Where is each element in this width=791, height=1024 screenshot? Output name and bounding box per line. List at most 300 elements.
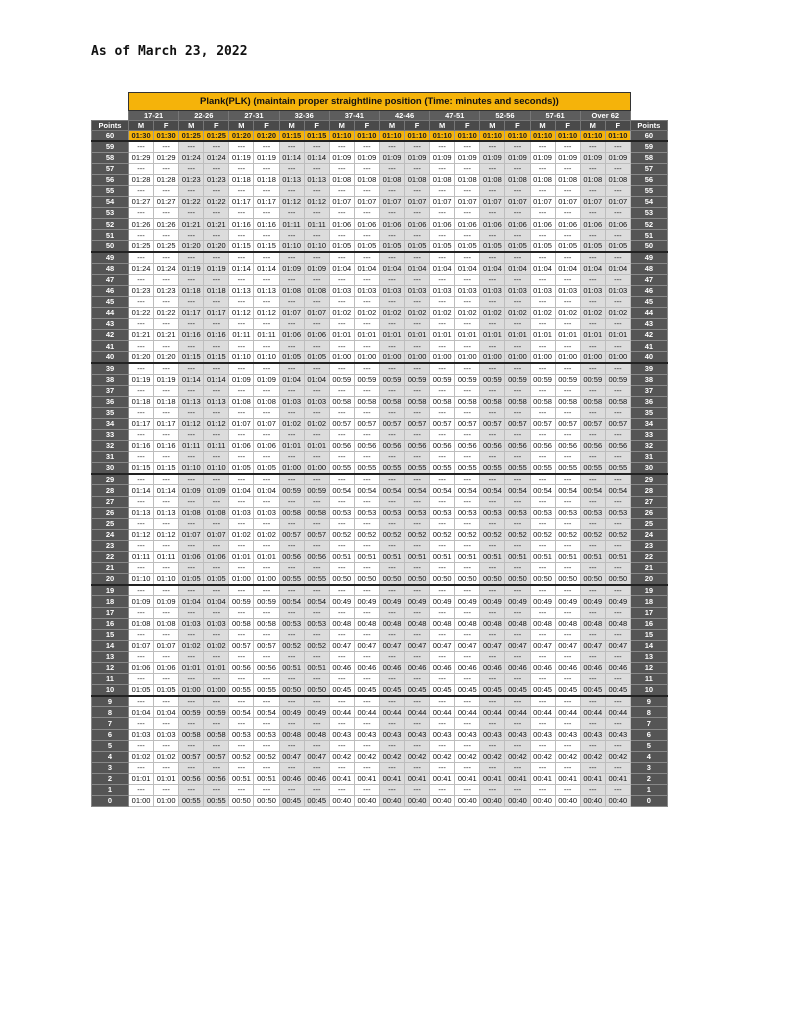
time-cell: ---	[329, 674, 354, 685]
age-group-row	[92, 111, 668, 121]
time-cell: 00:50	[405, 574, 430, 585]
points-cell-right: 24	[630, 529, 667, 540]
points-cell-left: 0	[92, 796, 129, 807]
time-cell: 01:07	[379, 197, 404, 208]
time-cell: ---	[455, 696, 480, 707]
time-cell: ---	[204, 474, 229, 485]
time-cell: 00:43	[480, 729, 505, 740]
points-cell-left: 21	[92, 563, 129, 574]
time-cell: ---	[455, 607, 480, 618]
time-cell: 00:56	[204, 773, 229, 784]
time-cell: ---	[605, 341, 630, 352]
time-cell: 00:45	[555, 685, 580, 696]
time-cell: ---	[354, 496, 379, 507]
time-cell: 01:02	[154, 751, 179, 762]
time-cell: ---	[154, 274, 179, 285]
time-cell: ---	[605, 185, 630, 196]
score-row	[92, 141, 668, 152]
time-cell: 01:06	[430, 219, 455, 230]
time-cell: ---	[530, 474, 555, 485]
points-cell-right: 53	[630, 208, 667, 219]
score-row	[92, 607, 668, 618]
time-cell: 01:08	[455, 174, 480, 185]
time-cell: ---	[204, 430, 229, 441]
time-cell: 01:24	[154, 263, 179, 274]
points-cell-left: 47	[92, 274, 129, 285]
sex-header-f: F	[154, 121, 179, 131]
time-cell: 01:00	[254, 574, 279, 585]
time-cell: ---	[204, 163, 229, 174]
time-cell: ---	[129, 518, 154, 529]
time-cell: 00:43	[329, 729, 354, 740]
time-cell: ---	[179, 785, 204, 796]
time-cell: 00:46	[605, 662, 630, 673]
points-cell-left: 9	[92, 696, 129, 707]
time-cell: 00:45	[605, 685, 630, 696]
time-cell: ---	[605, 319, 630, 330]
time-cell: 01:10	[455, 131, 480, 141]
time-cell: ---	[405, 230, 430, 241]
time-cell: 00:56	[304, 552, 329, 563]
time-cell: 00:49	[530, 596, 555, 607]
time-cell: 00:45	[329, 685, 354, 696]
time-cell: ---	[430, 319, 455, 330]
score-row	[92, 596, 668, 607]
time-cell: 00:44	[480, 707, 505, 718]
time-cell: 00:57	[505, 418, 530, 429]
time-cell: 01:25	[179, 131, 204, 141]
time-cell: ---	[505, 518, 530, 529]
time-cell: 00:57	[430, 418, 455, 429]
age-group-header: 47-51	[430, 111, 480, 121]
time-cell: ---	[530, 163, 555, 174]
time-cell: ---	[455, 319, 480, 330]
time-cell: 00:42	[605, 751, 630, 762]
time-cell: 01:04	[605, 263, 630, 274]
age-group-header: 37-41	[329, 111, 379, 121]
time-cell: ---	[530, 629, 555, 640]
points-cell-right: 21	[630, 563, 667, 574]
score-row	[92, 729, 668, 740]
time-cell: 00:51	[279, 662, 304, 673]
time-cell: ---	[229, 319, 254, 330]
time-cell: ---	[379, 230, 404, 241]
time-cell: 00:57	[405, 418, 430, 429]
time-cell: ---	[530, 718, 555, 729]
time-cell: ---	[605, 296, 630, 307]
time-cell: 00:55	[405, 463, 430, 474]
time-cell: ---	[530, 252, 555, 263]
time-cell: ---	[129, 274, 154, 285]
points-cell-right: 48	[630, 263, 667, 274]
time-cell: ---	[480, 696, 505, 707]
time-cell: 00:55	[354, 463, 379, 474]
as-of-date: As of March 23, 2022	[91, 44, 248, 59]
time-cell: ---	[480, 674, 505, 685]
points-cell-left: 22	[92, 552, 129, 563]
time-cell: ---	[254, 452, 279, 463]
points-cell-right: 14	[630, 640, 667, 651]
time-cell: 00:51	[229, 773, 254, 784]
points-cell-right: 38	[630, 374, 667, 385]
time-cell: ---	[354, 274, 379, 285]
time-cell: 01:13	[279, 174, 304, 185]
time-cell: 01:16	[179, 330, 204, 341]
time-cell: 01:00	[455, 352, 480, 363]
time-cell: 01:06	[329, 219, 354, 230]
time-cell: ---	[329, 452, 354, 463]
time-cell: 00:50	[605, 574, 630, 585]
time-cell: 00:53	[405, 507, 430, 518]
score-row	[92, 773, 668, 784]
time-cell: ---	[580, 385, 605, 396]
time-cell: ---	[229, 474, 254, 485]
time-cell: ---	[204, 296, 229, 307]
time-cell: 00:41	[505, 773, 530, 784]
time-cell: ---	[279, 762, 304, 773]
time-cell: 00:49	[329, 596, 354, 607]
time-cell: ---	[129, 363, 154, 374]
time-cell: ---	[555, 385, 580, 396]
time-cell: ---	[430, 230, 455, 241]
time-cell: ---	[379, 674, 404, 685]
time-cell: 00:56	[254, 662, 279, 673]
time-cell: ---	[154, 518, 179, 529]
time-cell: 01:17	[204, 307, 229, 318]
time-cell: 01:16	[204, 330, 229, 341]
points-cell-left: 31	[92, 452, 129, 463]
score-row	[92, 485, 668, 496]
points-cell-left: 5	[92, 740, 129, 751]
time-cell: 01:05	[254, 463, 279, 474]
time-cell: 00:51	[530, 552, 555, 563]
time-cell: 00:42	[480, 751, 505, 762]
time-cell: ---	[580, 341, 605, 352]
time-cell: ---	[354, 185, 379, 196]
time-cell: 01:07	[580, 197, 605, 208]
time-cell: 00:48	[505, 618, 530, 629]
time-cell: 00:52	[304, 640, 329, 651]
time-cell: 01:13	[304, 174, 329, 185]
time-cell: 01:22	[204, 197, 229, 208]
time-cell: 00:45	[405, 685, 430, 696]
time-cell: 01:12	[154, 529, 179, 540]
time-cell: ---	[405, 252, 430, 263]
time-cell: 01:28	[154, 174, 179, 185]
time-cell: 00:55	[455, 463, 480, 474]
time-cell: 00:43	[455, 729, 480, 740]
time-cell: 00:42	[379, 751, 404, 762]
time-cell: ---	[605, 452, 630, 463]
time-cell: ---	[405, 762, 430, 773]
time-cell: ---	[354, 385, 379, 396]
time-cell: ---	[154, 696, 179, 707]
time-cell: ---	[154, 319, 179, 330]
time-cell: 01:05	[605, 241, 630, 252]
time-cell: ---	[430, 696, 455, 707]
time-cell: 00:56	[329, 441, 354, 452]
time-cell: 01:08	[430, 174, 455, 185]
time-cell: ---	[254, 563, 279, 574]
points-cell-left: 17	[92, 607, 129, 618]
time-cell: 01:05	[154, 685, 179, 696]
time-cell: ---	[204, 540, 229, 551]
time-cell: ---	[405, 185, 430, 196]
time-cell: 01:29	[129, 152, 154, 163]
time-cell: ---	[480, 141, 505, 152]
time-cell: 00:57	[354, 418, 379, 429]
time-cell: ---	[480, 585, 505, 596]
time-cell: ---	[179, 696, 204, 707]
sex-header-f: F	[204, 121, 229, 131]
time-cell: 01:00	[279, 463, 304, 474]
time-cell: ---	[405, 563, 430, 574]
time-cell: 00:59	[379, 374, 404, 385]
time-cell: 01:07	[455, 197, 480, 208]
time-cell: 00:55	[605, 463, 630, 474]
time-cell: 01:10	[580, 131, 605, 141]
time-cell: ---	[505, 740, 530, 751]
time-cell: 00:41	[405, 773, 430, 784]
time-cell: ---	[229, 629, 254, 640]
time-cell: ---	[279, 496, 304, 507]
time-cell: 00:47	[379, 640, 404, 651]
time-cell: 00:55	[430, 463, 455, 474]
time-cell: 01:19	[204, 263, 229, 274]
time-cell: ---	[605, 651, 630, 662]
time-cell: ---	[480, 452, 505, 463]
time-cell: ---	[354, 230, 379, 241]
time-cell: ---	[129, 563, 154, 574]
time-cell: ---	[455, 274, 480, 285]
time-cell: 01:26	[154, 219, 179, 230]
time-cell: 01:14	[179, 374, 204, 385]
time-cell: ---	[530, 452, 555, 463]
points-cell-right: 45	[630, 296, 667, 307]
time-cell: ---	[279, 319, 304, 330]
time-cell: 01:23	[154, 285, 179, 296]
points-cell-left: 45	[92, 296, 129, 307]
time-cell: 01:24	[179, 152, 204, 163]
time-cell: 01:04	[580, 263, 605, 274]
time-cell: ---	[229, 230, 254, 241]
time-cell: ---	[379, 430, 404, 441]
time-cell: ---	[154, 185, 179, 196]
time-cell: ---	[430, 540, 455, 551]
time-cell: 00:53	[605, 507, 630, 518]
time-cell: 00:55	[254, 685, 279, 696]
time-cell: 01:10	[154, 574, 179, 585]
time-cell: 01:19	[154, 374, 179, 385]
time-cell: 01:04	[379, 263, 404, 274]
time-cell: ---	[530, 696, 555, 707]
time-cell: ---	[229, 762, 254, 773]
time-cell: 00:54	[405, 485, 430, 496]
time-cell: ---	[580, 452, 605, 463]
time-cell: 01:08	[204, 507, 229, 518]
time-cell: ---	[580, 208, 605, 219]
time-cell: ---	[555, 363, 580, 374]
time-cell: 01:09	[179, 485, 204, 496]
time-cell: 01:03	[405, 285, 430, 296]
time-cell: ---	[204, 629, 229, 640]
time-cell: ---	[480, 319, 505, 330]
time-cell: 00:56	[279, 552, 304, 563]
time-cell: ---	[154, 496, 179, 507]
time-cell: 01:06	[455, 219, 480, 230]
points-cell-left: 29	[92, 474, 129, 485]
time-cell: 00:58	[555, 396, 580, 407]
time-cell: 00:52	[379, 529, 404, 540]
time-cell: ---	[204, 319, 229, 330]
time-cell: 00:59	[480, 374, 505, 385]
time-cell: 00:47	[480, 640, 505, 651]
time-cell: ---	[329, 363, 354, 374]
time-cell: 01:00	[204, 685, 229, 696]
time-cell: ---	[580, 185, 605, 196]
time-cell: 00:52	[279, 640, 304, 651]
time-cell: 01:10	[229, 352, 254, 363]
time-cell: ---	[480, 540, 505, 551]
points-cell-left: 3	[92, 762, 129, 773]
score-row	[92, 430, 668, 441]
time-cell: 01:16	[254, 219, 279, 230]
time-cell: ---	[279, 274, 304, 285]
time-cell: ---	[204, 563, 229, 574]
time-cell: ---	[279, 407, 304, 418]
time-cell: 00:45	[455, 685, 480, 696]
time-cell: ---	[254, 585, 279, 596]
time-cell: 00:58	[329, 396, 354, 407]
time-cell: 00:45	[354, 685, 379, 696]
points-cell-left: 40	[92, 352, 129, 363]
time-cell: 01:03	[254, 507, 279, 518]
time-cell: ---	[179, 651, 204, 662]
time-cell: ---	[204, 141, 229, 152]
time-cell: ---	[254, 163, 279, 174]
time-cell: ---	[154, 563, 179, 574]
title-spacer-left	[92, 93, 129, 111]
time-cell: ---	[480, 785, 505, 796]
time-cell: 00:58	[229, 618, 254, 629]
time-cell: ---	[179, 407, 204, 418]
time-cell: 01:24	[129, 263, 154, 274]
points-cell-left: 4	[92, 751, 129, 762]
time-cell: ---	[530, 341, 555, 352]
time-cell: ---	[580, 674, 605, 685]
time-cell: ---	[254, 296, 279, 307]
time-cell: 01:04	[329, 263, 354, 274]
points-cell-right: 3	[630, 762, 667, 773]
points-cell-right: 2	[630, 773, 667, 784]
time-cell: ---	[354, 696, 379, 707]
points-cell-right: 22	[630, 552, 667, 563]
time-cell: ---	[580, 540, 605, 551]
points-cell-left: 13	[92, 651, 129, 662]
time-cell: 01:07	[254, 418, 279, 429]
time-cell: 01:13	[229, 285, 254, 296]
time-cell: 01:10	[405, 131, 430, 141]
time-cell: ---	[129, 674, 154, 685]
time-cell: 00:51	[505, 552, 530, 563]
time-cell: ---	[279, 474, 304, 485]
time-cell: 01:00	[605, 352, 630, 363]
time-cell: ---	[204, 762, 229, 773]
time-cell: ---	[354, 585, 379, 596]
points-cell-left: 27	[92, 496, 129, 507]
time-cell: ---	[229, 185, 254, 196]
time-cell: ---	[154, 341, 179, 352]
time-cell: ---	[480, 274, 505, 285]
time-cell: 00:48	[379, 618, 404, 629]
time-cell: ---	[329, 252, 354, 263]
time-cell: 01:01	[379, 330, 404, 341]
points-cell-right: 31	[630, 452, 667, 463]
time-cell: 00:48	[304, 729, 329, 740]
time-cell: ---	[354, 363, 379, 374]
score-row	[92, 341, 668, 352]
time-cell: ---	[605, 385, 630, 396]
time-cell: ---	[254, 740, 279, 751]
time-cell: ---	[329, 629, 354, 640]
time-cell: 01:09	[354, 152, 379, 163]
time-cell: ---	[329, 718, 354, 729]
points-cell-right: 25	[630, 518, 667, 529]
time-cell: ---	[405, 696, 430, 707]
time-cell: ---	[229, 518, 254, 529]
time-cell: ---	[555, 785, 580, 796]
time-cell: ---	[530, 185, 555, 196]
points-cell-right: 36	[630, 396, 667, 407]
time-cell: ---	[379, 363, 404, 374]
time-cell: 01:04	[530, 263, 555, 274]
time-cell: ---	[179, 274, 204, 285]
time-cell: ---	[204, 230, 229, 241]
time-cell: 00:42	[455, 751, 480, 762]
time-cell: ---	[229, 563, 254, 574]
time-cell: 00:41	[455, 773, 480, 784]
score-row	[92, 496, 668, 507]
time-cell: 01:16	[129, 441, 154, 452]
time-cell: 01:09	[229, 374, 254, 385]
time-cell: ---	[129, 696, 154, 707]
score-row	[92, 740, 668, 751]
time-cell: ---	[204, 208, 229, 219]
time-cell: 01:02	[304, 418, 329, 429]
time-cell: 01:01	[605, 330, 630, 341]
time-cell: ---	[555, 696, 580, 707]
points-cell-right: 47	[630, 274, 667, 285]
time-cell: 00:50	[555, 574, 580, 585]
time-cell: ---	[379, 651, 404, 662]
time-cell: ---	[430, 163, 455, 174]
points-cell-right: 55	[630, 185, 667, 196]
time-cell: 00:46	[580, 662, 605, 673]
time-cell: ---	[354, 718, 379, 729]
time-cell: ---	[154, 230, 179, 241]
time-cell: 01:05	[530, 241, 555, 252]
time-cell: ---	[379, 718, 404, 729]
time-cell: ---	[304, 518, 329, 529]
time-cell: 00:45	[480, 685, 505, 696]
time-cell: 00:45	[379, 685, 404, 696]
time-cell: ---	[555, 651, 580, 662]
time-cell: 01:02	[430, 307, 455, 318]
time-cell: 01:18	[129, 396, 154, 407]
time-cell: 01:08	[254, 396, 279, 407]
time-cell: 00:47	[405, 640, 430, 651]
time-cell: 00:46	[530, 662, 555, 673]
